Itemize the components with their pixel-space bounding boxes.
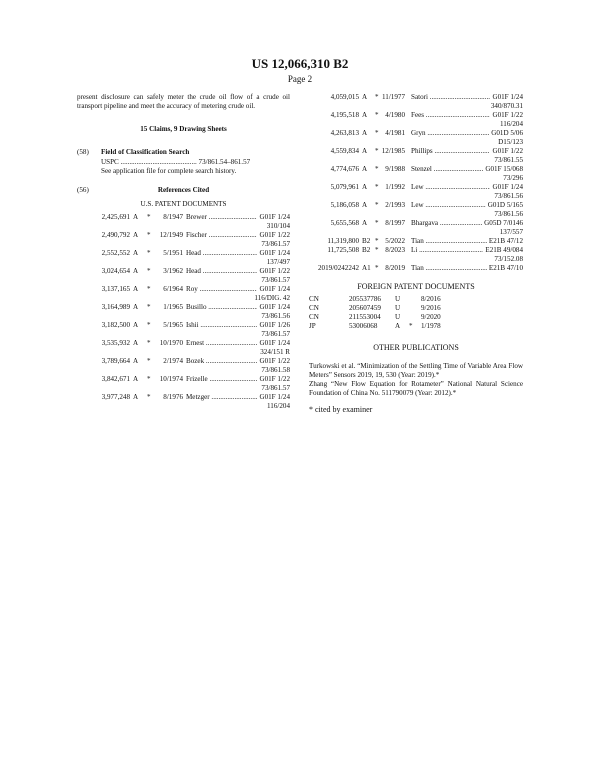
reference-name: Lew ..... — [411, 183, 523, 192]
reference-name: Lew ..... — [411, 201, 523, 210]
foreign-kind: A — [395, 322, 401, 330]
reference-number: 5,655,568 — [330, 219, 359, 227]
foreign-docs-title: FOREIGN PATENT DOCUMENTS — [357, 282, 475, 291]
reference-kind: A — [133, 285, 139, 293]
reference-name: Phillips ..... — [411, 147, 523, 156]
reference-class-continued: 340/870.31 — [490, 102, 523, 110]
reference-date: 4/1980 — [385, 111, 405, 119]
reference-name: Fischer ..... — [186, 231, 290, 240]
reference-star: * — [375, 264, 379, 272]
reference-number: 4,059,015 — [330, 93, 359, 101]
reference-class: E21B 47/12 — [488, 237, 523, 245]
reference-number: 3,182,500 — [101, 321, 130, 329]
claims-line: 15 Claims, 9 Drawing Sheets — [140, 125, 227, 133]
reference-date: 12/1949 — [159, 231, 183, 239]
foreign-number: 205537786 — [349, 295, 381, 303]
reference-date: 10/1970 — [159, 339, 183, 347]
reference-kind: A — [133, 357, 139, 365]
us-reference-list-left — [77, 213, 290, 411]
reference-kind: A — [362, 129, 368, 137]
reference-class: G01F 1/24 — [492, 93, 523, 101]
foreign-country: CN — [309, 295, 319, 303]
reference-star: * — [147, 303, 151, 311]
reference-row — [309, 93, 523, 102]
reference-class: G01F 1/22 — [259, 375, 290, 383]
reference-class: G01F 1/22 — [492, 147, 523, 155]
reference-class: G05D 7/0146 — [484, 219, 523, 227]
reference-star: * — [375, 201, 379, 209]
reference-class-continued: 310/104 — [266, 222, 290, 230]
reference-row — [77, 213, 290, 222]
reference-row — [77, 267, 290, 276]
reference-class: G01F 1/24 — [259, 249, 290, 257]
field-of-search-heading — [77, 148, 290, 158]
foreign-number: 211553004 — [349, 313, 381, 321]
reference-number: 3,535,932 — [101, 339, 130, 347]
reference-name: Bozek ..... — [186, 357, 290, 366]
foreign-reference-row — [309, 295, 523, 304]
reference-row — [309, 147, 523, 156]
foreign-country: JP — [309, 322, 316, 330]
foreign-reference-list — [309, 295, 523, 331]
reference-name: Li ..... — [411, 246, 523, 255]
reference-name: Ishii ..... — [186, 321, 290, 330]
reference-row — [309, 111, 523, 120]
reference-kind: A1 — [362, 264, 371, 272]
foreign-date: 1/1978 — [421, 322, 441, 330]
reference-class: G01F 1/24 — [492, 183, 523, 191]
page-label: Page 2 — [287, 74, 313, 84]
reference-kind: A — [362, 147, 368, 155]
reference-date: 6/1964 — [163, 285, 183, 293]
reference-number: 4,774,676 — [330, 165, 359, 173]
foreign-date: 8/2016 — [421, 295, 441, 303]
reference-row — [77, 231, 290, 240]
reference-row — [77, 375, 290, 384]
reference-class-continued: 73/861.57 — [261, 384, 290, 392]
foreign-reference-row — [309, 322, 523, 331]
reference-star: * — [147, 213, 151, 221]
reference-date: 2/1974 — [163, 357, 183, 365]
reference-date: 8/2019 — [385, 264, 405, 272]
reference-date: 5/2022 — [385, 237, 405, 245]
reference-class: G01F 1/22 — [259, 357, 290, 365]
reference-number: 3,137,165 — [101, 285, 130, 293]
reference-number: 3,789,664 — [101, 357, 130, 365]
reference-number: 2,425,691 — [101, 213, 130, 221]
reference-kind: A — [362, 201, 368, 209]
reference-class-continued: 116/204 — [500, 120, 523, 128]
refs-num: (56) — [77, 186, 89, 194]
reference-name: Metzger ..... — [186, 393, 290, 402]
reference-number: 5,079,961 — [330, 183, 359, 191]
see-application-note: See application file for complete search history. — [101, 167, 237, 175]
reference-star: * — [147, 393, 151, 401]
reference-star: * — [147, 357, 151, 365]
reference-class: G01F 1/24 — [259, 285, 290, 293]
us-reference-list-right — [309, 93, 523, 273]
foreign-kind: U — [395, 304, 401, 312]
reference-star: * — [375, 147, 379, 155]
foreign-country: CN — [309, 313, 319, 321]
reference-star: * — [147, 321, 151, 329]
reference-date: 8/1947 — [163, 213, 183, 221]
reference-name: Busillo ..... — [186, 303, 290, 312]
reference-kind: A — [133, 267, 139, 275]
refs-title: References Cited — [157, 186, 210, 194]
reference-kind: A — [362, 111, 368, 119]
reference-row — [309, 183, 523, 192]
foreign-country: CN — [309, 304, 319, 312]
field-title: Field of Classification Search — [101, 148, 190, 156]
reference-row — [77, 249, 290, 258]
foreign-star: * — [409, 322, 413, 330]
reference-row — [77, 357, 290, 366]
reference-number: 11,319,800 — [327, 237, 359, 245]
reference-row — [309, 237, 523, 246]
reference-kind: A — [362, 165, 368, 173]
other-publication: Turkowski et al. “Minimization of the Settling Time of Variable Area Flow Meters” Sensors 2019, 19, 530 (Year: 2019).* — [309, 362, 523, 379]
reference-number: 2,490,792 — [101, 231, 130, 239]
reference-kind: A — [133, 321, 139, 329]
reference-name: Fees ..... — [411, 111, 523, 120]
reference-kind: A — [133, 339, 139, 347]
reference-row — [309, 264, 523, 273]
reference-row — [309, 219, 523, 228]
reference-date: 5/1951 — [163, 249, 183, 257]
reference-class-continued: 73/861.55 — [494, 156, 523, 164]
reference-kind: B2 — [362, 246, 371, 254]
reference-star: * — [375, 165, 379, 173]
foreign-number: 205607459 — [349, 304, 381, 312]
reference-star: * — [147, 231, 151, 239]
reference-name: Frizelle ..... — [186, 375, 290, 384]
reference-date: 8/1997 — [385, 219, 405, 227]
reference-star: * — [375, 111, 379, 119]
reference-row — [77, 339, 290, 348]
reference-number: 5,186,058 — [330, 201, 359, 209]
intro-text: present disclosure can safely meter the crude oil flow of a crude oil transport pipeline and meet the accuracy of metering crude oil. — [77, 93, 290, 110]
reference-number: 11,725,508 — [327, 246, 359, 254]
right-column — [309, 93, 523, 414]
reference-kind: A — [362, 219, 368, 227]
reference-date: 12/1985 — [381, 147, 405, 155]
reference-class-continued: D15/123 — [498, 138, 523, 146]
reference-class-continued: 73/861.56 — [494, 210, 523, 218]
reference-date: 4/1981 — [385, 129, 405, 137]
reference-name: Brewer ..... — [186, 213, 290, 222]
reference-class: G01F 1/24 — [259, 393, 290, 401]
reference-class: G01F 1/24 — [259, 339, 290, 347]
reference-date: 8/2023 — [385, 246, 405, 254]
reference-name: Tian ..... — [411, 264, 523, 273]
left-column — [77, 93, 290, 411]
reference-star: * — [375, 237, 379, 245]
reference-name: Tian ..... — [411, 237, 523, 246]
cited-by-examiner-note: * cited by examiner — [309, 405, 373, 414]
reference-row — [77, 321, 290, 330]
reference-class: G01F 1/22 — [492, 111, 523, 119]
reference-class: G01F 1/24 — [259, 303, 290, 311]
foreign-date: 9/2020 — [421, 313, 441, 321]
reference-kind: B2 — [362, 237, 371, 245]
reference-row — [77, 285, 290, 294]
reference-star: * — [375, 183, 379, 191]
reference-kind: A — [133, 249, 139, 257]
reference-class-continued: 73/861.56 — [261, 312, 290, 320]
reference-class: E21B 47/10 — [488, 264, 523, 272]
foreign-reference-row — [309, 304, 523, 313]
reference-class-continued: 73/152.08 — [494, 255, 523, 263]
reference-class: G01D 5/165 — [487, 201, 523, 209]
reference-row — [309, 201, 523, 210]
reference-class-continued: 116/DIG. 42 — [254, 294, 290, 302]
field-num: (58) — [77, 148, 89, 156]
foreign-number: 53006068 — [349, 322, 378, 330]
reference-row — [77, 303, 290, 312]
reference-class: G01F 1/22 — [259, 267, 290, 275]
reference-name: Ernest ..... — [186, 339, 290, 348]
foreign-kind: U — [395, 295, 401, 303]
reference-name: Bhargava ..... — [411, 219, 523, 228]
reference-class: G01F 1/26 — [259, 321, 290, 329]
reference-number: 4,195,518 — [330, 111, 359, 119]
reference-name: Satori ..... — [411, 93, 523, 102]
reference-star: * — [375, 93, 379, 101]
us-patent-docs-title: U.S. PATENT DOCUMENTS — [140, 200, 227, 208]
reference-star: * — [375, 219, 379, 227]
reference-class-continued: 73/296 — [503, 174, 523, 182]
reference-date: 11/1977 — [382, 93, 405, 101]
reference-row — [309, 246, 523, 255]
reference-name: Head ..... — [186, 249, 290, 258]
reference-kind: A — [133, 213, 139, 221]
reference-name: Gryn ..... — [411, 129, 523, 138]
reference-number: 2,552,552 — [101, 249, 130, 257]
reference-class: G01F 1/24 — [259, 213, 290, 221]
reference-kind: A — [133, 231, 139, 239]
reference-kind: A — [133, 303, 139, 311]
reference-kind: A — [133, 375, 139, 383]
reference-class-continued: 73/861.57 — [261, 330, 290, 338]
uspc-line: USPC ........................................... 73/861.54–861.57 — [101, 158, 251, 166]
reference-kind: A — [362, 183, 368, 191]
reference-class: G01D 5/06 — [491, 129, 523, 137]
reference-star: * — [147, 249, 151, 257]
reference-name: Head ..... — [186, 267, 290, 276]
reference-row — [77, 393, 290, 402]
reference-star: * — [147, 339, 151, 347]
patent-number: US 12,066,310 B2 — [251, 56, 349, 71]
reference-class-continued: 73/861.57 — [261, 240, 290, 248]
reference-number: 3,977,248 — [101, 393, 130, 401]
reference-kind: A — [362, 93, 368, 101]
reference-date: 2/1993 — [385, 201, 405, 209]
reference-date: 1/1965 — [163, 303, 183, 311]
reference-number: 2019/0242242 — [318, 264, 359, 272]
reference-name: Stenzel ..... — [411, 165, 523, 174]
reference-class-continued: 324/151 R — [260, 348, 290, 356]
reference-name: Roy ..... — [186, 285, 290, 294]
reference-star: * — [375, 246, 379, 254]
reference-row — [309, 165, 523, 174]
reference-class: G01F 15/068 — [485, 165, 523, 173]
reference-row — [309, 129, 523, 138]
reference-date: 9/1988 — [385, 165, 405, 173]
other-publications-title: OTHER PUBLICATIONS — [373, 343, 459, 352]
reference-kind: A — [133, 393, 139, 401]
reference-star: * — [147, 267, 151, 275]
reference-class-continued: 137/557 — [499, 228, 523, 236]
reference-class-continued: 73/861.56 — [494, 192, 523, 200]
reference-number: 3,164,989 — [101, 303, 130, 311]
reference-class: E21B 49/084 — [485, 246, 523, 254]
reference-class-continued: 137/497 — [266, 258, 290, 266]
references-cited-heading — [77, 186, 290, 196]
reference-class-continued: 73/861.57 — [261, 276, 290, 284]
reference-date: 5/1965 — [163, 321, 183, 329]
reference-date: 10/1974 — [159, 375, 183, 383]
foreign-kind: U — [395, 313, 401, 321]
reference-class-continued: 73/861.58 — [261, 366, 290, 374]
reference-date: 8/1976 — [163, 393, 183, 401]
foreign-reference-row — [309, 313, 523, 322]
reference-number: 3,024,654 — [101, 267, 130, 275]
reference-star: * — [147, 375, 151, 383]
reference-number: 4,263,813 — [330, 129, 359, 137]
reference-date: 3/1962 — [163, 267, 183, 275]
reference-class: G01F 1/22 — [259, 231, 290, 239]
other-publication: Zhang “New Flow Equation for Rotameter” National Natural Science Foundation of China No. 511790079 (Year: 2012).* — [309, 380, 523, 397]
reference-star: * — [375, 129, 379, 137]
reference-date: 1/1992 — [385, 183, 405, 191]
reference-star: * — [147, 285, 151, 293]
reference-class-continued: 116/204 — [267, 402, 290, 410]
reference-number: 3,842,671 — [101, 375, 130, 383]
foreign-date: 9/2016 — [421, 304, 441, 312]
reference-number: 4,559,834 — [330, 147, 359, 155]
